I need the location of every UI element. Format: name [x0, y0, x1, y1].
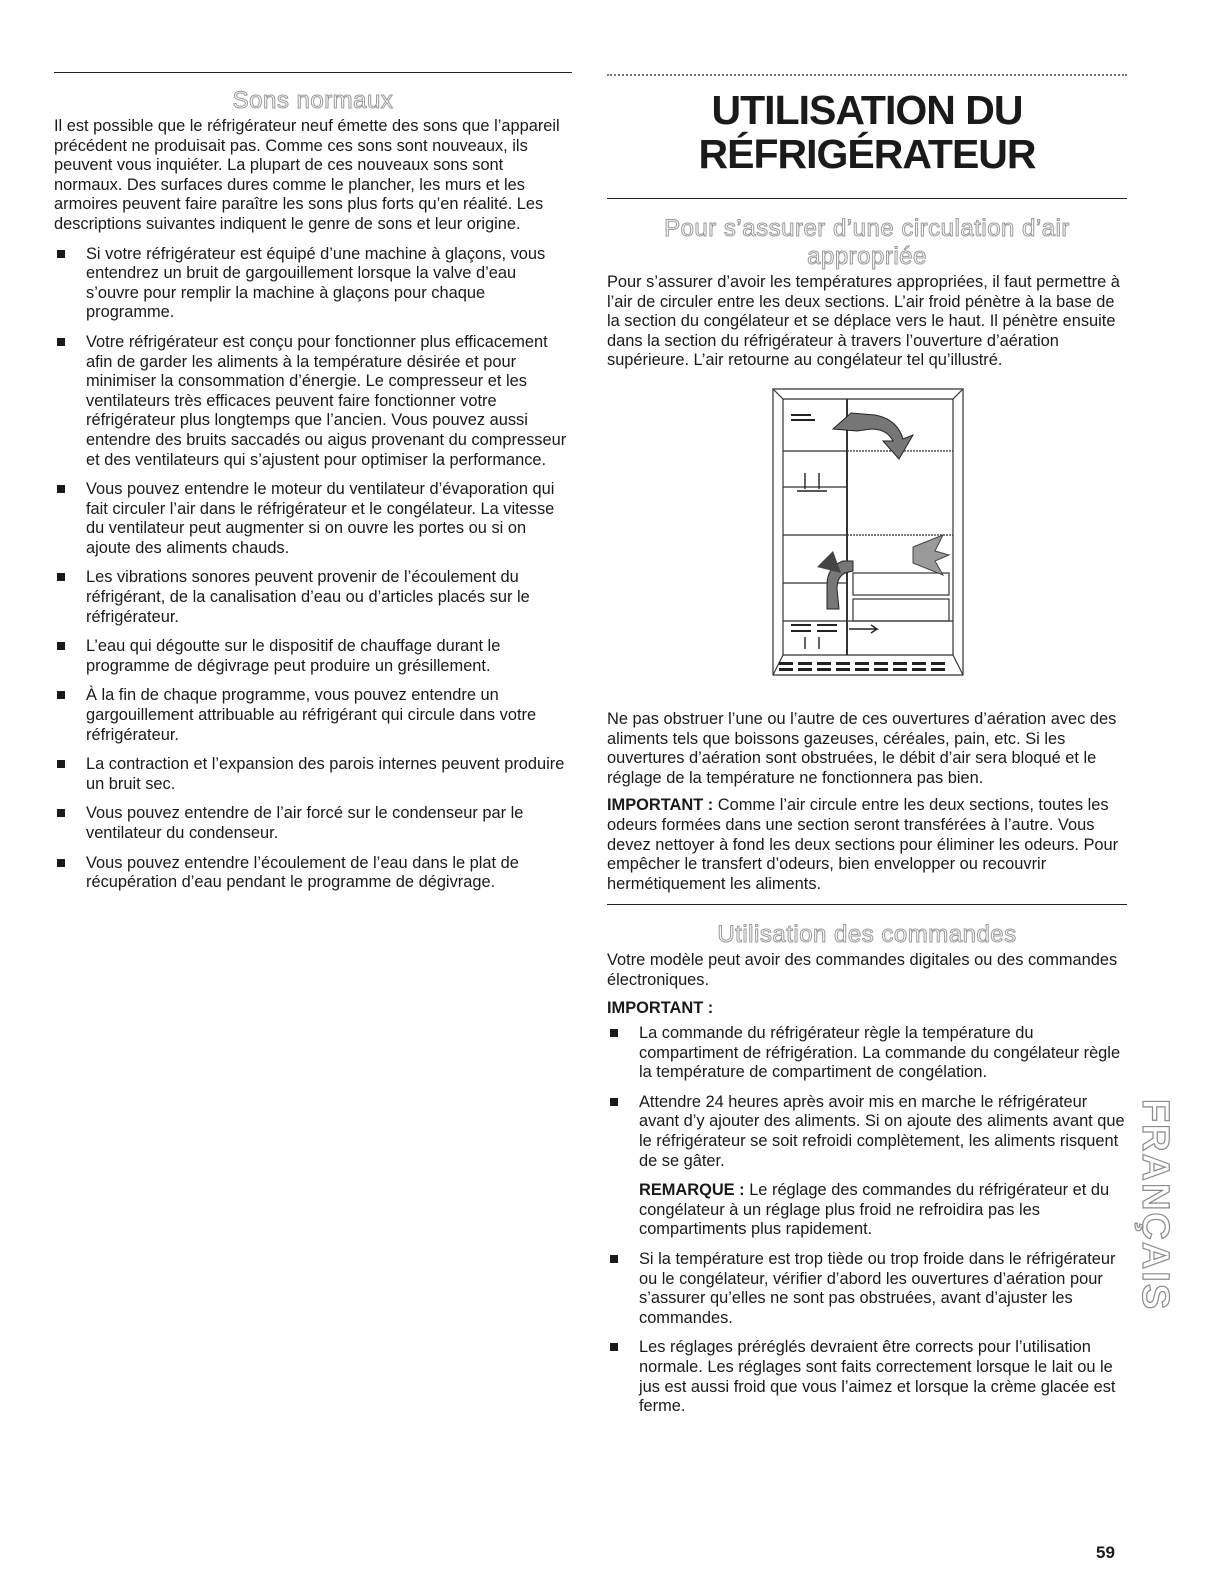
language-side-tab — [1130, 1070, 1176, 1340]
bullet-icon — [57, 859, 65, 867]
left-column — [54, 0, 572, 893]
page-title: UTILISATION DU RÉFRIGÉRATEUR — [698, 87, 1036, 177]
section-heading-normal-sounds: Sons normaux — [232, 87, 394, 114]
list-item: L’eau qui dégoutte sur le dispositif de chauffage durant le programme de dégivrage peut produire un grésillement. — [54, 637, 572, 676]
bullet-icon — [610, 1255, 618, 1263]
controls-list — [607, 1024, 1127, 1417]
section-heading-air-circulation: Pour s’assurer d’une circulation d’air appropriée — [664, 215, 1070, 270]
page-number: 59 — [1096, 1543, 1115, 1562]
important-odors: IMPORTANT : Comme l’air circule entre les deux sections, toutes les odeurs formées dans une section seront transférées à l’autre. Vous devez nettoyer à fond les deux sections pour éliminer les odeurs. Pour empêcher le transfert d’odeurs, bien envelopper ou recouvrir hermétiquement les aliments. — [607, 796, 1119, 893]
bullet-icon — [57, 642, 65, 650]
airflow-arrows — [817, 413, 949, 633]
air-circulation-warning: Ne pas obstruer l’une ou l’autre de ces ouvertures d’aération avec des aliments tels que boissons gazeuses, céréales, pain, etc. Si les ouvertures d’aération sont obstruées, le débit d’air sera bloqué et le réglage de la température ne fonctionnera pas bien. — [607, 709, 1117, 787]
bullet-icon — [610, 1343, 618, 1351]
title-top-rule — [607, 74, 1127, 76]
bullet-icon — [57, 338, 65, 346]
list-item: Les réglages préréglés devraient être corrects pour l’utilisation normale. Les réglages sont faits correctement lorsque le lait ou le jus est aussi froid que vous l’aimez et lorsque la crème glacée est ferme. — [607, 1338, 1127, 1416]
list-item: Vous pouvez entendre de l’air forcé sur le condenseur par le ventilateur du condenseur. — [54, 804, 572, 843]
section-heading-controls: Utilisation des commandes — [717, 921, 1017, 949]
list-item: Si la température est trop tiède ou trop froide dans le réfrigérateur ou le congélateur, vérifier d’abord les ouvertures d’aération pour s’assurer qu’elles ne sont pas obstruées, avant d’ajuster les commandes. — [607, 1250, 1127, 1328]
normal-sounds-list — [54, 245, 572, 893]
list-item: Les vibrations sonores peuvent provenir de l’écoulement du réfrigérant, de la canalisation d’eau ou d’articles placés sur le réfrigérateur. — [54, 568, 572, 627]
bullet-icon — [57, 485, 65, 493]
language-tab-label: FRANÇAIS — [1133, 1098, 1176, 1312]
bullet-icon — [57, 250, 65, 258]
list-item: La commande du réfrigérateur règle la température du compartiment de réfrigération. La commande du congélateur règle la température de compartiment de congélation. — [607, 1024, 1127, 1083]
top-rule — [54, 72, 572, 73]
bullet-icon — [610, 1029, 618, 1037]
list-item: Vous pouvez entendre l’écoulement de l’eau dans le plat de récupération d’eau pendant le programme de dégivrage. — [54, 854, 572, 893]
normal-sounds-intro: Il est possible que le réfrigérateur neuf émette des sons que l’appareil précédent ne produisait pas. Comme ces sons sont nouveaux, ils peuvent vous inquiéter. La plupart de ces nouveaux sons sont normaux. Des surfaces dures comme le plancher, les murs et les armoires peuvent faire paraître les sons plus forts qu’en réalité. Les descriptions suivantes indiquent le genre de sons et leur origine. — [54, 117, 560, 233]
bullet-icon — [57, 573, 65, 581]
right-column — [607, 0, 1127, 1417]
bullet-icon — [57, 691, 65, 699]
bullet-icon — [57, 809, 65, 817]
list-item: Votre réfrigérateur est conçu pour fonctionner plus efficacement afin de garder les aliments à la température désirée et pour minimiser la consommation d’énergie. Le compresseur et les ventilateurs très efficaces peuvent faire fonctionner votre réfrigérateur plus longtemps que l’ancien. Vous pouvez aussi entendre des bruits saccadés ou aigus provenant du compresseur et des ventilateurs qui s’ajustent pour optimiser la performance. — [54, 333, 572, 470]
section-rule — [607, 904, 1127, 905]
list-item: À la fin de chaque programme, vous pouvez entendre un gargouillement attribuable au réfrigérant qui circule dans votre réfrigérateur. — [54, 686, 572, 745]
note: REMARQUE : Le réglage des commandes du réfrigérateur et du congélateur à un réglage plus froid ne refroidira pas les compartiments plus rapidement. — [639, 1181, 1110, 1239]
bullet-icon — [57, 760, 65, 768]
cabinet-outline — [773, 389, 963, 675]
list-item: Vous pouvez entendre le moteur du ventilateur d’évaporation qui fait circuler l’air dans le réfrigérateur et le congélateur. La vitesse du ventilateur peut augmenter si on ouvre les portes ou si on ajoute des aliments chauds. — [54, 480, 572, 558]
list-item: Si votre réfrigérateur est équipé d’une machine à glaçons, vous entendrez un bruit de gargouillement lorsque la valve d’eau s’ouvre pour remplir la machine à glaçons pour chaque programme. — [54, 245, 572, 323]
title-bottom-rule — [607, 198, 1127, 199]
bullet-icon — [610, 1098, 618, 1106]
base-grille — [779, 662, 945, 671]
controls-intro: Votre modèle peut avoir des commandes digitales ou des commandes électroniques. — [607, 951, 1118, 989]
airflow-diagram — [767, 385, 967, 685]
air-circulation-intro: Pour s’assurer d’avoir les températures appropriées, il faut permettre à l’air de circuler entre les deux sections. L’air froid pénètre à la base de la section du congélateur et se déplace vers le haut. Il pénètre ensuite dans la section du réfrigérateur à travers l’ouverture d’aération supérieure. L’air retourne au congélateur tel qu’illustré. — [607, 273, 1120, 370]
list-item: La contraction et l’expansion des parois internes peuvent produire un bruit sec. — [54, 755, 572, 794]
list-item: Attendre 24 heures après avoir mis en marche le réfrigérateur avant d’y ajouter des aliments. Si on ajoute des aliments avant que le réfrigérateur se soit refroidi complètement, les aliments risquent de se gâter. REMARQUE : Le réglage des commandes du réfrigérateur et du congélateur à un réglage plus froid ne refroidira pas les compartiments plus rapidement. — [607, 1093, 1127, 1240]
controls-important-label: IMPORTANT : — [607, 998, 714, 1017]
